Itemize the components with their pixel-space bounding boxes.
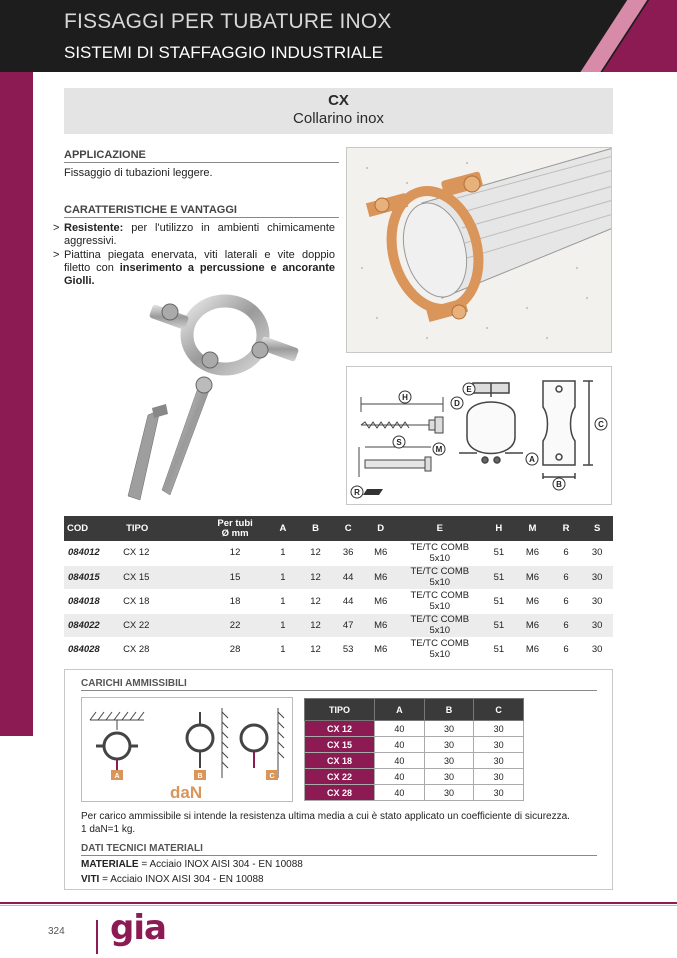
table-cell: 22 <box>205 613 266 637</box>
col-tipo: TIPO <box>123 516 204 541</box>
carichi-box <box>64 669 613 890</box>
load-cell: 40 <box>375 721 425 737</box>
installation-drawing <box>347 148 612 353</box>
feature-bullet <box>53 222 335 248</box>
table-cell: 18 <box>205 589 266 613</box>
load-cell: 30 <box>474 785 524 801</box>
table-cell: 30 <box>581 541 613 565</box>
page-header <box>0 0 677 72</box>
viti-label: VITI <box>81 874 100 885</box>
load-cell: CX 15 <box>305 737 375 753</box>
table-cell: 084018 <box>64 589 123 613</box>
bullet-text: Piattina piegata enervata, viti laterali e vite doppio filetto con <box>64 249 335 274</box>
product-title-box <box>64 88 613 134</box>
applicazione-heading: APPLICAZIONE <box>64 149 339 163</box>
side-accent-bar <box>0 72 33 736</box>
load-cell: 30 <box>424 785 474 801</box>
load-cell: CX 18 <box>305 753 375 769</box>
viti-value: = Acciaio INOX AISI 304 - EN 10088 <box>99 874 264 885</box>
footer-line-light <box>0 905 677 906</box>
col-e: E <box>396 516 484 541</box>
table-cell: 1 <box>266 637 301 661</box>
table-cell: 084012 <box>64 541 123 565</box>
load-label-a: A <box>114 773 120 780</box>
table-header-row <box>64 516 613 541</box>
table-cell: 1 <box>266 565 301 589</box>
table-cell: 12 <box>300 565 331 589</box>
load-col-b: B <box>424 699 474 721</box>
load-diagram <box>81 697 293 802</box>
table-cell: 28 <box>205 637 266 661</box>
load-cell: 30 <box>474 721 524 737</box>
subcategory-title: SISTEMI DI STAFFAGGIO INDUSTRIALE <box>64 43 383 62</box>
product-code: CX <box>328 92 349 109</box>
bullet-text: per l'utilizzo in ambienti chimicamente aggressivi. <box>64 222 335 247</box>
table-cell: 30 <box>581 637 613 661</box>
load-cell: 40 <box>375 785 425 801</box>
bullet-marker: > <box>53 249 60 261</box>
load-col-tipo: TIPO <box>305 699 375 721</box>
table-cell: 51 <box>484 589 515 613</box>
col-d: D <box>365 516 396 541</box>
table-cell: 15 <box>205 565 266 589</box>
table-cell: 53 <box>331 637 366 661</box>
product-name: Collarino inox <box>293 110 384 127</box>
product-photo <box>110 290 340 510</box>
col-cod: COD <box>64 516 123 541</box>
col-h: H <box>484 516 515 541</box>
label-E: E <box>466 385 472 394</box>
installation-illustration <box>346 147 612 353</box>
table-cell: 12 <box>300 613 331 637</box>
label-M: M <box>435 445 443 454</box>
product-table <box>64 516 613 662</box>
label-D: D <box>454 399 460 408</box>
table-cell: 1 <box>266 613 301 637</box>
table-cell: CX 15 <box>123 565 204 589</box>
table-cell: 51 <box>484 541 515 565</box>
table-cell: 084022 <box>64 613 123 637</box>
bullet-marker: > <box>53 222 60 234</box>
table-cell: 1 <box>266 541 301 565</box>
load-row <box>305 737 524 753</box>
table-cell: TE/TC COMB 5x10 <box>396 565 484 589</box>
table-cell: M6 <box>514 541 551 565</box>
load-cell: 30 <box>474 769 524 785</box>
table-cell: M6 <box>365 613 396 637</box>
load-row <box>305 785 524 801</box>
label-B: B <box>556 480 562 489</box>
load-table <box>304 698 524 801</box>
table-cell: M6 <box>365 565 396 589</box>
table-cell: CX 18 <box>123 589 204 613</box>
load-cell: 30 <box>474 737 524 753</box>
col-b: B <box>300 516 331 541</box>
footer-divider <box>96 920 98 954</box>
load-unit: daN <box>170 783 203 802</box>
table-cell: M6 <box>365 589 396 613</box>
label-S: S <box>396 438 402 447</box>
load-cases-drawing <box>82 698 294 803</box>
materiale-line <box>81 859 303 870</box>
dimension-diagram <box>347 367 612 505</box>
table-cell: 6 <box>551 613 582 637</box>
table-cell: CX 22 <box>123 613 204 637</box>
table-cell: M6 <box>365 541 396 565</box>
anchor-photo <box>128 377 212 500</box>
load-cell: 30 <box>474 753 524 769</box>
load-row <box>305 753 524 769</box>
table-cell: 51 <box>484 565 515 589</box>
label-A: A <box>529 455 535 464</box>
table-cell: TE/TC COMB 5x10 <box>396 613 484 637</box>
col-r: R <box>551 516 582 541</box>
carichi-note-unit: 1 daN=1 kg. <box>81 824 136 835</box>
load-cell: CX 12 <box>305 721 375 737</box>
table-cell: TE/TC COMB 5x10 <box>396 637 484 661</box>
viti-line <box>81 874 264 885</box>
load-cell: CX 22 <box>305 769 375 785</box>
table-cell: 47 <box>331 613 366 637</box>
feature-bullet <box>53 249 335 288</box>
carichi-note-line: Per carico ammissibile si intende la resistenza ultima media a cui è stato applicato un coefficiente di sicurezza. <box>81 811 570 822</box>
load-cell: 30 <box>424 737 474 753</box>
bullet-bold: Resistente: <box>64 222 124 234</box>
table-cell: M6 <box>514 613 551 637</box>
materiali-heading: DATI TECNICI MATERIALI <box>81 843 597 856</box>
table-cell: 6 <box>551 589 582 613</box>
load-cell: 30 <box>424 753 474 769</box>
materiale-value: = Acciaio INOX AISI 304 - EN 10088 <box>138 859 303 870</box>
label-H: H <box>402 393 408 402</box>
page-number: 324 <box>48 926 65 937</box>
table-cell: CX 12 <box>123 541 204 565</box>
table-cell: 44 <box>331 565 366 589</box>
load-col-c: C <box>474 699 524 721</box>
load-cell: 30 <box>424 721 474 737</box>
table-cell: M6 <box>514 565 551 589</box>
table-row <box>64 613 613 637</box>
table-cell: 084028 <box>64 637 123 661</box>
footer-line <box>0 902 677 904</box>
table-cell: 12 <box>300 637 331 661</box>
table-cell: 51 <box>484 613 515 637</box>
materiale-label: MATERIALE <box>81 859 139 870</box>
table-cell: 30 <box>581 565 613 589</box>
load-cell: CX 28 <box>305 785 375 801</box>
label-R: R <box>354 488 360 497</box>
table-cell: 12 <box>205 541 266 565</box>
load-cell: 40 <box>375 737 425 753</box>
col-a: A <box>266 516 301 541</box>
col-c: C <box>331 516 366 541</box>
caratteristiche-heading: CARATTERISTICHE E VANTAGGI <box>64 204 339 218</box>
load-row <box>305 721 524 737</box>
applicazione-text: Fissaggio di tubazioni leggere. <box>64 167 213 179</box>
load-row <box>305 769 524 785</box>
load-label-c: C <box>269 773 275 780</box>
col-m: M <box>514 516 551 541</box>
table-cell: 6 <box>551 637 582 661</box>
table-cell: CX 28 <box>123 637 204 661</box>
table-cell: M6 <box>514 589 551 613</box>
table-row <box>64 541 613 565</box>
table-row <box>64 565 613 589</box>
table-cell: TE/TC COMB 5x10 <box>396 589 484 613</box>
table-cell: 12 <box>300 589 331 613</box>
col-per-tubi: Per tubi Ø mm <box>205 516 266 541</box>
col-s: S <box>581 516 613 541</box>
load-cell: 40 <box>375 769 425 785</box>
table-cell: 30 <box>581 613 613 637</box>
load-cell: 30 <box>424 769 474 785</box>
table-cell: 6 <box>551 541 582 565</box>
table-row <box>64 637 613 661</box>
table-cell: 36 <box>331 541 366 565</box>
load-table-header <box>305 699 524 721</box>
table-cell: 6 <box>551 565 582 589</box>
table-cell: TE/TC COMB 5x10 <box>396 541 484 565</box>
load-cell: 40 <box>375 753 425 769</box>
table-cell: 44 <box>331 589 366 613</box>
technical-drawing <box>346 366 612 505</box>
table-cell: 12 <box>300 541 331 565</box>
carichi-heading: CARICHI AMMISSIBILI <box>81 678 597 691</box>
table-cell: M6 <box>365 637 396 661</box>
table-cell: 51 <box>484 637 515 661</box>
bullet-bold: inserimento a percussione e ancorante Giolli. <box>64 262 335 287</box>
carichi-note <box>81 810 601 836</box>
table-row <box>64 589 613 613</box>
load-label-b: B <box>197 773 203 780</box>
table-cell: 1 <box>266 589 301 613</box>
table-cell: 30 <box>581 589 613 613</box>
label-C: C <box>598 420 604 429</box>
load-col-a: A <box>375 699 425 721</box>
clamp-photo <box>149 301 299 369</box>
category-title: FISSAGGI PER TUBATURE INOX <box>64 10 392 33</box>
table-cell: M6 <box>514 637 551 661</box>
brand-logo: gia <box>110 908 166 948</box>
table-cell: 084015 <box>64 565 123 589</box>
